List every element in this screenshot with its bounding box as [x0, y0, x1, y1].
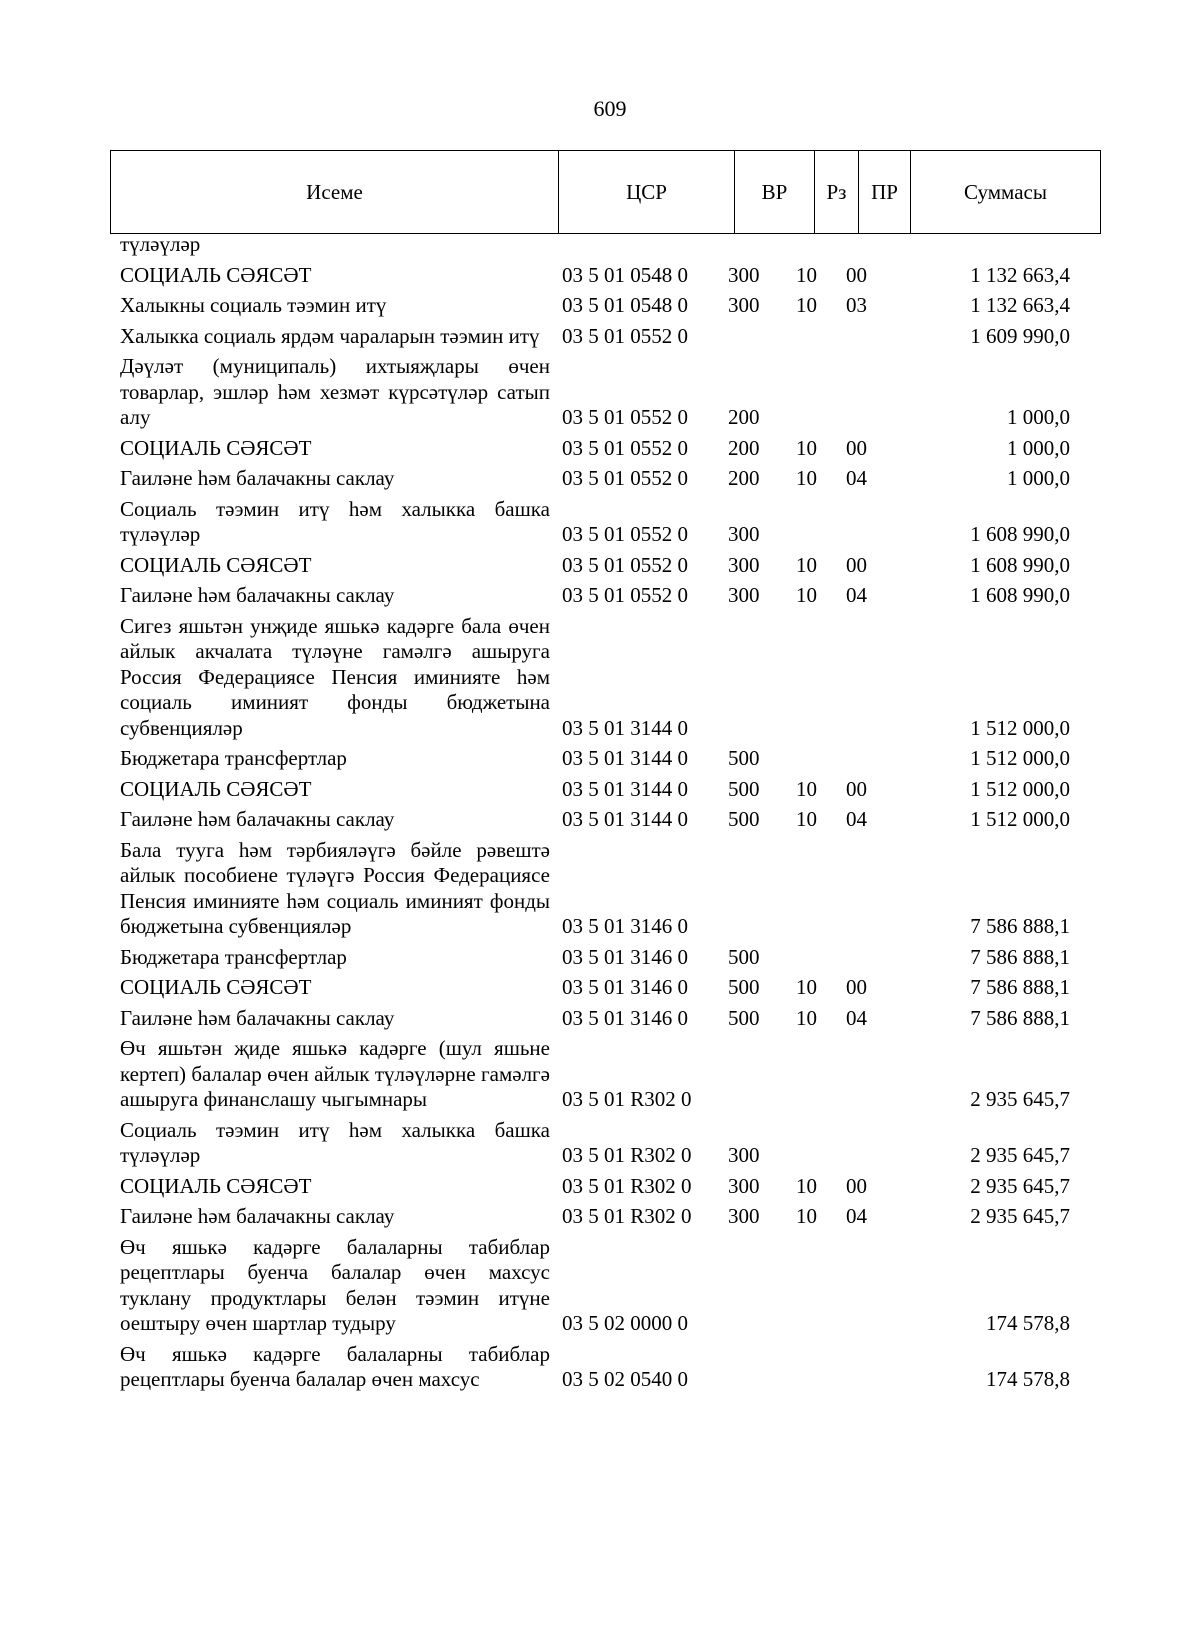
table-row — [120, 614, 1100, 747]
cell-sum: 2 935 645,7 — [970, 1173, 1070, 1198]
cell-csr: 03 5 01 3146 0 — [562, 975, 688, 999]
table-row — [120, 975, 1100, 1006]
cell-sum: 1 000,0 — [1007, 466, 1070, 490]
cell-vr: 500 — [728, 776, 760, 801]
cell-csr: 03 5 01 3144 0 — [562, 715, 688, 740]
cell-name: Гаиләне һәм балачакны саклау — [120, 583, 395, 607]
cell-csr: 03 5 01 0552 0 — [562, 405, 688, 429]
cell-csr: 03 5 01 0548 0 — [562, 293, 688, 317]
cell-rz: 10 — [796, 435, 817, 460]
cell-pr: 00 — [846, 435, 867, 460]
cell-sum: 1 608 990,0 — [970, 552, 1070, 577]
cell-vr: 500 — [728, 944, 760, 969]
cell-sum: 7 586 888,1 — [970, 1005, 1070, 1030]
cell-rz: 10 — [796, 552, 817, 577]
cell-pr: 00 — [846, 975, 867, 999]
cell-csr: 03 5 01 0552 0 — [562, 435, 688, 460]
cell-vr: 200 — [728, 435, 760, 460]
cell-sum: 1 512 000,0 — [970, 746, 1070, 770]
cell-csr: 03 5 01 3144 0 — [562, 746, 688, 770]
cell-sum: 1 000,0 — [1007, 405, 1070, 429]
cell-name: СОЦИАЛЬ СӘЯСӘТ — [120, 435, 312, 460]
table-row — [120, 1342, 1100, 1398]
cell-csr: 03 5 01 R302 0 — [562, 1087, 692, 1111]
cell-pr: 00 — [846, 262, 867, 287]
table-header — [110, 150, 1101, 234]
cell-vr: 300 — [728, 522, 760, 546]
cell-name: Бюджетара трансфертлар — [120, 944, 347, 969]
table-row — [120, 777, 1100, 808]
cell-name: Өч яшьтән җиде яшькә кадәрге (шул яшьне кертеп) балалар өчен айлык түләүләрне гамәлгә ашыруга финанслашу чыгымнары — [120, 1036, 550, 1111]
cell-vr: 200 — [728, 405, 760, 429]
cell-sum: 1 512 000,0 — [970, 776, 1070, 801]
cell-sum: 7 586 888,1 — [970, 975, 1070, 999]
cell-pr: 00 — [846, 1173, 867, 1198]
table-row — [120, 1006, 1100, 1037]
cell-name: Дәүләт (муниципаль) ихтыяҗлары өчен товарлар, эшләр һәм хезмәт күрсәтүләр сатып алу — [120, 354, 550, 429]
cell-rz: 10 — [796, 776, 817, 801]
table-row — [120, 1036, 1100, 1118]
table-row — [120, 497, 1100, 553]
cell-rz: 10 — [796, 293, 817, 317]
table-row — [120, 583, 1100, 614]
cell-sum: 1 512 000,0 — [970, 807, 1070, 831]
cell-pr: 04 — [846, 1005, 867, 1030]
cell-rz: 10 — [796, 1204, 817, 1228]
header-csr: ЦСР — [559, 151, 735, 234]
cell-vr: 500 — [728, 746, 760, 770]
table-row — [120, 1204, 1100, 1235]
cell-rz: 10 — [796, 1005, 817, 1030]
cell-csr: 03 5 01 0552 0 — [562, 522, 688, 546]
cell-name: түләүләр — [120, 232, 201, 256]
cell-rz: 10 — [796, 807, 817, 831]
cell-csr: 03 5 01 0552 0 — [562, 552, 688, 577]
table-row — [120, 436, 1100, 467]
cell-vr: 300 — [728, 583, 760, 607]
cell-csr: 03 5 01 3146 0 — [562, 1005, 688, 1030]
table-row — [120, 1235, 1100, 1342]
cell-name: СОЦИАЛЬ СӘЯСӘТ — [120, 552, 312, 577]
cell-name: СОЦИАЛЬ СӘЯСӘТ — [120, 262, 312, 287]
cell-name: Социаль тәэмин итү һәм халыкка башка түләүләр — [120, 1117, 550, 1167]
cell-name: Социаль тәэмин итү һәм халыкка башка түләүләр — [120, 496, 550, 546]
cell-vr: 300 — [728, 1143, 760, 1167]
cell-csr: 03 5 01 0552 0 — [562, 466, 688, 490]
cell-name: Халыкка социаль ярдәм чараларын тәэмин итү — [120, 323, 540, 348]
cell-csr: 03 5 01 3144 0 — [562, 807, 688, 831]
cell-csr: 03 5 01 0552 0 — [562, 583, 688, 607]
header-name: Исеме — [111, 151, 559, 234]
cell-pr: 04 — [846, 583, 867, 607]
cell-sum: 2 935 645,7 — [970, 1204, 1070, 1228]
cell-csr: 03 5 01 R302 0 — [562, 1204, 692, 1228]
cell-sum: 174 578,8 — [986, 1311, 1070, 1335]
table-row — [120, 232, 1100, 263]
table-row — [120, 1118, 1100, 1174]
cell-name: Гаиләне һәм балачакны саклау — [120, 1005, 395, 1030]
budget-table-body — [120, 232, 1100, 1398]
header-pr: ПР — [859, 151, 911, 234]
cell-pr: 03 — [846, 293, 867, 317]
cell-sum: 1 608 990,0 — [970, 522, 1070, 546]
cell-csr: 03 5 01 R302 0 — [562, 1173, 692, 1198]
cell-vr: 300 — [728, 552, 760, 577]
cell-sum: 7 586 888,1 — [970, 944, 1070, 969]
cell-csr: 03 5 01 3144 0 — [562, 776, 688, 801]
cell-sum: 1 609 990,0 — [970, 323, 1070, 348]
cell-name: Гаиләне һәм балачакны саклау — [120, 1204, 395, 1228]
cell-sum: 1 132 663,4 — [970, 293, 1070, 317]
table-row — [120, 746, 1100, 777]
cell-rz: 10 — [796, 466, 817, 490]
cell-csr: 03 5 02 0000 0 — [562, 1311, 688, 1335]
cell-vr: 300 — [728, 262, 760, 287]
table-row — [120, 838, 1100, 945]
cell-name: Сигез яшьтән унҗиде яшькә кадәрге бала өчен айлык акчалата түләүне гамәлгә ашыруга Россия Федерациясе Пенсия иминияте һәм социаль иминият фонды бюджетына субвенцияләр — [120, 613, 550, 740]
cell-name: Өч яшькә кадәрге балаларны табиблар рецептлары буенча балалар өчен махсус туклану продуктлары белән тәэмин итүне оештыру өчен шартлар тудыру — [120, 1234, 550, 1335]
table-row — [120, 945, 1100, 976]
cell-csr: 03 5 01 0552 0 — [562, 323, 688, 348]
header-rz: Рз — [815, 151, 859, 234]
table-row — [120, 553, 1100, 584]
cell-name: СОЦИАЛЬ СӘЯСӘТ — [120, 975, 312, 999]
cell-pr: 04 — [846, 466, 867, 490]
cell-csr: 03 5 02 0540 0 — [562, 1367, 688, 1391]
cell-name: Бюджетара трансфертлар — [120, 746, 347, 770]
cell-vr: 300 — [728, 1173, 760, 1198]
table-row — [120, 324, 1100, 355]
cell-name: Өч яшькә кадәрге балаларны табиблар рецептлары буенча балалар өчен махсус — [120, 1341, 550, 1391]
cell-name: Халыкны социаль тәэмин итү — [120, 293, 387, 317]
cell-vr: 200 — [728, 466, 760, 490]
cell-name: Гаиләне һәм балачакны саклау — [120, 807, 395, 831]
cell-csr: 03 5 01 R302 0 — [562, 1143, 692, 1167]
cell-rz: 10 — [796, 1173, 817, 1198]
cell-rz: 10 — [796, 975, 817, 999]
cell-pr: 04 — [846, 807, 867, 831]
table-row — [120, 354, 1100, 436]
cell-sum: 1 512 000,0 — [970, 715, 1070, 740]
cell-pr: 00 — [846, 776, 867, 801]
cell-vr: 500 — [728, 807, 760, 831]
header-sum: Суммасы — [911, 151, 1101, 234]
cell-vr: 500 — [728, 975, 760, 999]
cell-pr: 04 — [846, 1204, 867, 1228]
cell-name: СОЦИАЛЬ СӘЯСӘТ — [120, 1173, 312, 1198]
table-row — [120, 293, 1100, 324]
cell-vr: 300 — [728, 293, 760, 317]
page-number: 609 — [593, 96, 627, 121]
cell-rz: 10 — [796, 583, 817, 607]
cell-sum: 1 608 990,0 — [970, 583, 1070, 607]
cell-pr: 00 — [846, 552, 867, 577]
header-vr: ВР — [735, 151, 815, 234]
cell-sum: 174 578,8 — [986, 1367, 1070, 1391]
cell-csr: 03 5 01 3146 0 — [562, 944, 688, 969]
table-row — [120, 263, 1100, 294]
cell-name: Бала туугa һәм тәрбияләүгә бәйле рәвештә айлык пособиене түләүгә Россия Федерациясе Пенсия иминияте һәм социаль иминият фонды бюджетына субвенцияләр — [120, 837, 550, 938]
cell-vr: 500 — [728, 1005, 760, 1030]
cell-sum: 7 586 888,1 — [970, 914, 1070, 938]
table-row — [120, 807, 1100, 838]
table-row — [120, 1174, 1100, 1205]
cell-name: Гаиләне һәм балачакны саклау — [120, 466, 395, 490]
cell-name: СОЦИАЛЬ СӘЯСӘТ — [120, 776, 312, 801]
cell-sum: 1 132 663,4 — [970, 262, 1070, 287]
cell-sum: 2 935 645,7 — [970, 1143, 1070, 1167]
cell-sum: 1 000,0 — [1007, 435, 1070, 460]
cell-sum: 2 935 645,7 — [970, 1087, 1070, 1111]
cell-rz: 10 — [796, 262, 817, 287]
cell-csr: 03 5 01 0548 0 — [562, 262, 688, 287]
cell-csr: 03 5 01 3146 0 — [562, 914, 688, 938]
table-row — [120, 466, 1100, 497]
cell-vr: 300 — [728, 1204, 760, 1228]
